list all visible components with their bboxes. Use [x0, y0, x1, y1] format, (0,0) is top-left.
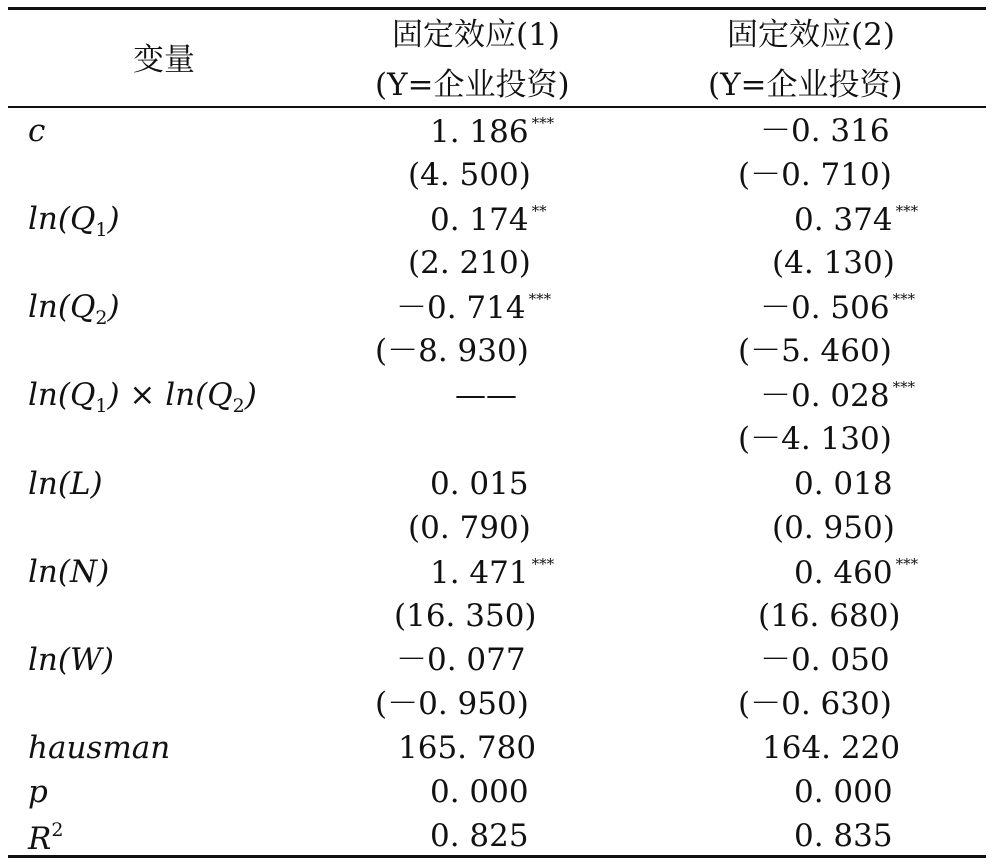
- header-rule: [8, 106, 986, 108]
- col2-tstat-interaction: (－4. 130): [738, 421, 892, 457]
- row-label-lnq2: $\ln(Q_2)$: [28, 289, 120, 329]
- col2-tstat-lnq2: (－5. 460): [738, 333, 892, 369]
- col2-coef-c: －0. 316: [760, 113, 890, 149]
- row-label-hausman: hausman: [28, 730, 171, 766]
- bottom-rule: [8, 855, 986, 858]
- col1-r2: 0. 825: [430, 818, 529, 854]
- col2-tstat-lnq1: (4. 130): [772, 245, 895, 281]
- col1-coef-lnn: 1. 471 ***: [430, 555, 555, 591]
- col1-p: 0. 000: [430, 774, 529, 810]
- col1-hausman: 165. 780: [398, 730, 537, 766]
- col1-tstat-lnl: (0. 790): [408, 510, 531, 546]
- header-variable: 变量: [133, 42, 195, 78]
- col2-coef-lnq2: －0. 506 ***: [760, 290, 916, 326]
- col1-tstat-c: (4. 500): [408, 157, 531, 193]
- row-label-c: c: [28, 113, 46, 149]
- col2-tstat-c: (－0. 710): [738, 157, 892, 193]
- row-label-lnw: ln(W): [28, 642, 114, 678]
- col1-tstat-lnw: (－0. 950): [375, 686, 529, 722]
- header-col2-line2: (Y=企业投资): [708, 67, 903, 103]
- col1-coef-interaction: ——: [455, 377, 517, 413]
- col2-hausman: 164. 220: [762, 730, 901, 766]
- col2-coef-lnn: 0. 460 ***: [794, 555, 919, 591]
- col2-coef-interaction: －0. 028 ***: [760, 378, 916, 414]
- header-col1-line1: 固定效应(1): [392, 17, 560, 53]
- col1-tstat-lnq1: (2. 210): [408, 245, 531, 281]
- col1-coef-lnq2: －0. 714 ***: [396, 290, 552, 326]
- col1-coef-lnw: －0. 077: [396, 642, 526, 678]
- row-label-r2: $R^2$: [28, 819, 64, 857]
- col2-coef-lnq1: 0. 374 ***: [794, 202, 919, 238]
- row-label-interaction: $\ln(Q_1) \times \ln(Q_2)$: [28, 377, 257, 417]
- col2-coef-lnw: －0. 050: [760, 642, 890, 678]
- col1-coef-lnl: 0. 015: [430, 466, 529, 502]
- col1-tstat-lnq2: (－8. 930): [375, 333, 529, 369]
- col1-coef-c: 1. 186 ***: [430, 114, 555, 150]
- col2-tstat-lnw: (－0. 630): [738, 686, 892, 722]
- row-label-lnl: ln(L): [28, 466, 103, 502]
- col2-r2: 0. 835: [794, 818, 893, 854]
- top-rule: [8, 7, 986, 10]
- row-label-lnn: ln(N): [28, 554, 110, 590]
- col2-tstat-lnl: (0. 950): [772, 510, 895, 546]
- header-col2-line1: 固定效应(2): [727, 17, 895, 53]
- col2-p: 0. 000: [794, 774, 893, 810]
- row-label-p: p: [28, 774, 48, 810]
- col1-coef-lnq1: 0. 174 **: [430, 202, 547, 238]
- col2-tstat-lnn: (16. 680): [758, 598, 901, 634]
- row-label-lnq1: $\ln(Q_1)$: [28, 201, 120, 241]
- col2-coef-lnl: 0. 018: [794, 466, 893, 502]
- header-col1-line2: (Y=企业投资): [375, 67, 570, 103]
- col1-tstat-lnn: (16. 350): [394, 598, 537, 634]
